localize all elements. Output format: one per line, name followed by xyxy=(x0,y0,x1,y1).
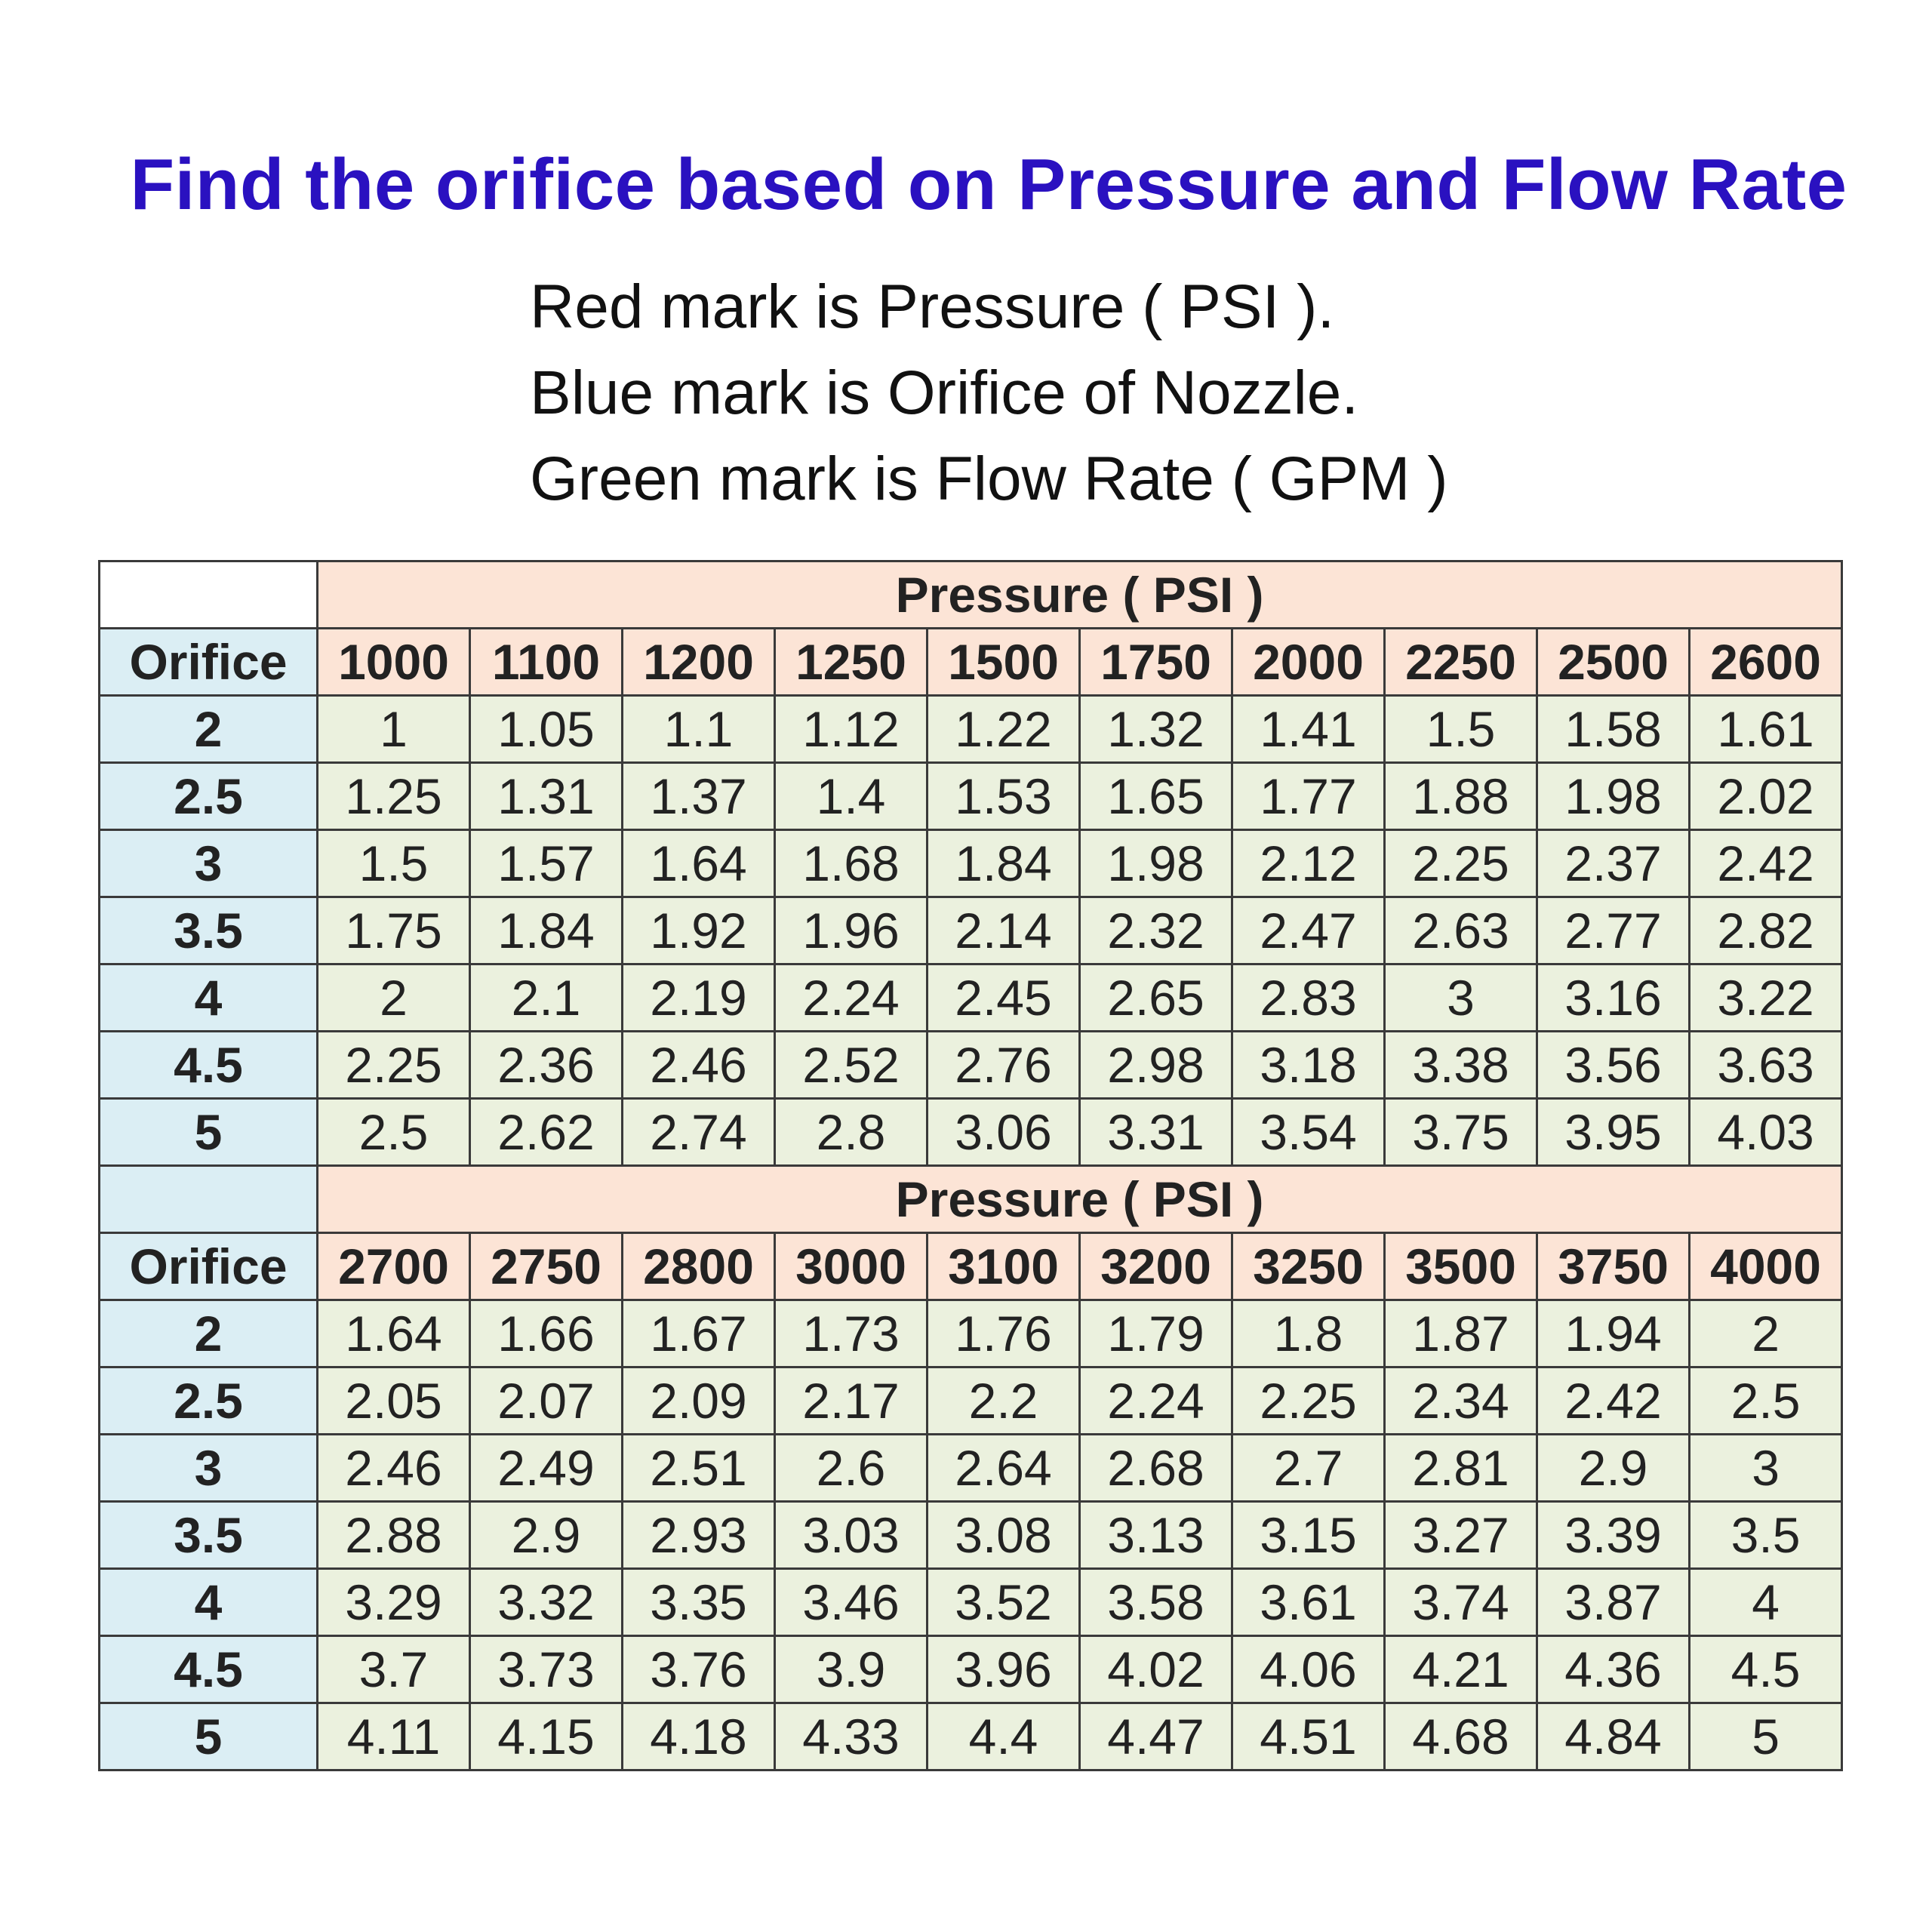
flow-rate-cell: 3.7 xyxy=(318,1636,470,1703)
flow-rate-cell: 2.77 xyxy=(1537,897,1690,964)
flow-rate-cell: 3.29 xyxy=(318,1569,470,1636)
flow-rate-cell: 3.9 xyxy=(775,1636,928,1703)
flow-rate-cell: 3.46 xyxy=(775,1569,928,1636)
flow-rate-cell: 3.27 xyxy=(1385,1502,1537,1569)
orifice-size-cell: 3 xyxy=(100,830,318,897)
flow-rate-cell: 3.35 xyxy=(623,1569,775,1636)
pressure-header-cell: 2700 xyxy=(318,1233,470,1300)
table-row xyxy=(100,1569,1842,1636)
pressure-header-cell: 1500 xyxy=(928,629,1080,696)
flow-rate-cell: 5 xyxy=(1690,1703,1842,1770)
flow-rate-cell: 2.1 xyxy=(470,964,623,1032)
flow-rate-cell: 3.87 xyxy=(1537,1569,1690,1636)
flow-rate-cell: 4.51 xyxy=(1232,1703,1385,1770)
flow-rate-cell: 1.76 xyxy=(928,1300,1080,1367)
note-orifice: Blue mark is Orifice of Nozzle. xyxy=(530,358,1359,427)
flow-rate-cell: 2.51 xyxy=(623,1435,775,1502)
flow-rate-cell: 2.02 xyxy=(1690,763,1842,830)
note-pressure: Red mark is Pressure ( PSI ). xyxy=(530,272,1335,341)
flow-rate-cell: 1.57 xyxy=(470,830,623,897)
flow-rate-cell: 3.56 xyxy=(1537,1032,1690,1099)
flow-rate-cell: 3.18 xyxy=(1232,1032,1385,1099)
flow-rate-cell: 1.58 xyxy=(1537,696,1690,763)
flow-rate-cell: 3.54 xyxy=(1232,1099,1385,1166)
orifice-size-cell: 3.5 xyxy=(100,897,318,964)
orifice-size-cell: 2.5 xyxy=(100,1367,318,1435)
flow-rate-cell: 4.06 xyxy=(1232,1636,1385,1703)
flow-rate-cell: 2.88 xyxy=(318,1502,470,1569)
flow-rate-cell: 1.66 xyxy=(470,1300,623,1367)
flow-rate-cell: 1.98 xyxy=(1537,763,1690,830)
flow-rate-cell: 1.98 xyxy=(1080,830,1232,897)
flow-rate-cell: 1.25 xyxy=(318,763,470,830)
flow-rate-cell: 1.31 xyxy=(470,763,623,830)
pressure-header-row xyxy=(100,629,1842,696)
flow-rate-cell: 4.68 xyxy=(1385,1703,1537,1770)
flow-rate-cell: 3.73 xyxy=(470,1636,623,1703)
flow-rate-cell: 2.19 xyxy=(623,964,775,1032)
orifice-size-cell: 3 xyxy=(100,1435,318,1502)
pressure-header-cell: 2600 xyxy=(1690,629,1842,696)
flow-rate-cell: 2.25 xyxy=(1232,1367,1385,1435)
flow-rate-cell: 2.49 xyxy=(470,1435,623,1502)
orifice-column-header: Orifice xyxy=(100,629,318,696)
flow-rate-cell: 4 xyxy=(1690,1569,1842,1636)
flow-rate-cell: 1.22 xyxy=(928,696,1080,763)
flow-rate-cell: 1.61 xyxy=(1690,696,1842,763)
orifice-size-cell: 4 xyxy=(100,1569,318,1636)
orifice-size-cell: 2 xyxy=(100,696,318,763)
pressure-header-cell: 3100 xyxy=(928,1233,1080,1300)
table-row xyxy=(100,1435,1842,1502)
table-row xyxy=(100,897,1842,964)
flow-rate-cell: 1.4 xyxy=(775,763,928,830)
corner-cell xyxy=(100,1166,318,1233)
pressure-title-row xyxy=(100,561,1842,629)
pressure-header-cell: 1750 xyxy=(1080,629,1232,696)
flow-rate-cell: 3.75 xyxy=(1385,1099,1537,1166)
orifice-size-cell: 5 xyxy=(100,1099,318,1166)
pressure-header-cell: 3000 xyxy=(775,1233,928,1300)
pressure-header-cell: 2800 xyxy=(623,1233,775,1300)
flow-rate-cell: 4.47 xyxy=(1080,1703,1232,1770)
flow-rate-cell: 2.98 xyxy=(1080,1032,1232,1099)
flow-rate-cell: 3 xyxy=(1690,1435,1842,1502)
flow-rate-cell: 2.5 xyxy=(1690,1367,1842,1435)
table-row xyxy=(100,1099,1842,1166)
flow-rate-cell: 3.95 xyxy=(1537,1099,1690,1166)
legend-notes xyxy=(530,264,1448,522)
flow-rate-cell: 1.12 xyxy=(775,696,928,763)
flow-rate-cell: 1 xyxy=(318,696,470,763)
pressure-header-cell: 3200 xyxy=(1080,1233,1232,1300)
flow-rate-cell: 2.07 xyxy=(470,1367,623,1435)
flow-rate-cell: 1.67 xyxy=(623,1300,775,1367)
flow-rate-cell: 2.68 xyxy=(1080,1435,1232,1502)
pressure-header-cell: 1200 xyxy=(623,629,775,696)
pressure-header-cell: 1000 xyxy=(318,629,470,696)
flow-rate-cell: 1.73 xyxy=(775,1300,928,1367)
flow-rate-cell: 2.93 xyxy=(623,1502,775,1569)
flow-rate-cell: 1.1 xyxy=(623,696,775,763)
orifice-size-cell: 3.5 xyxy=(100,1502,318,1569)
flow-rate-cell: 2.14 xyxy=(928,897,1080,964)
flow-rate-cell: 2.6 xyxy=(775,1435,928,1502)
flow-rate-cell: 2.09 xyxy=(623,1367,775,1435)
pressure-header-row xyxy=(100,1233,1842,1300)
flow-rate-cell: 4.11 xyxy=(318,1703,470,1770)
orifice-flow-table xyxy=(98,560,1843,1771)
flow-rate-cell: 1.53 xyxy=(928,763,1080,830)
pressure-header-cell: 2500 xyxy=(1537,629,1690,696)
flow-rate-cell: 2.17 xyxy=(775,1367,928,1435)
table-row xyxy=(100,1502,1842,1569)
flow-rate-cell: 2.81 xyxy=(1385,1435,1537,1502)
flow-rate-cell: 2.52 xyxy=(775,1032,928,1099)
flow-rate-cell: 2.83 xyxy=(1232,964,1385,1032)
flow-rate-cell: 3.5 xyxy=(1690,1502,1842,1569)
flow-rate-cell: 1.88 xyxy=(1385,763,1537,830)
flow-rate-cell: 1.64 xyxy=(623,830,775,897)
flow-rate-cell: 1.96 xyxy=(775,897,928,964)
flow-rate-cell: 2.63 xyxy=(1385,897,1537,964)
flow-rate-cell: 3.32 xyxy=(470,1569,623,1636)
flow-rate-cell: 3.39 xyxy=(1537,1502,1690,1569)
flow-rate-cell: 2.74 xyxy=(623,1099,775,1166)
flow-rate-cell: 2.34 xyxy=(1385,1367,1537,1435)
flow-rate-cell: 2.05 xyxy=(318,1367,470,1435)
orifice-size-cell: 2.5 xyxy=(100,763,318,830)
table-row xyxy=(100,1367,1842,1435)
flow-rate-cell: 1.37 xyxy=(623,763,775,830)
flow-rate-cell: 4.15 xyxy=(470,1703,623,1770)
flow-rate-cell: 2.24 xyxy=(1080,1367,1232,1435)
table-row xyxy=(100,696,1842,763)
flow-rate-cell: 4.84 xyxy=(1537,1703,1690,1770)
flow-rate-cell: 3.06 xyxy=(928,1099,1080,1166)
flow-rate-cell: 2.65 xyxy=(1080,964,1232,1032)
flow-rate-cell: 2.82 xyxy=(1690,897,1842,964)
table-row xyxy=(100,830,1842,897)
flow-rate-cell: 3.76 xyxy=(623,1636,775,1703)
flow-rate-cell: 3.52 xyxy=(928,1569,1080,1636)
flow-rate-cell: 2.36 xyxy=(470,1032,623,1099)
page-title: Find the orifice based on Pressure and Flow Rate xyxy=(130,144,1847,225)
flow-rate-cell: 2.62 xyxy=(470,1099,623,1166)
flow-rate-cell: 3.16 xyxy=(1537,964,1690,1032)
pressure-title: Pressure ( PSI ) xyxy=(318,1166,1842,1233)
flow-rate-cell: 1.87 xyxy=(1385,1300,1537,1367)
corner-cell xyxy=(100,561,318,629)
flow-rate-cell: 2.25 xyxy=(1385,830,1537,897)
flow-rate-cell: 2.45 xyxy=(928,964,1080,1032)
orifice-size-cell: 2 xyxy=(100,1300,318,1367)
flow-rate-cell: 1.79 xyxy=(1080,1300,1232,1367)
flow-rate-cell: 3.31 xyxy=(1080,1099,1232,1166)
flow-rate-cell: 1.8 xyxy=(1232,1300,1385,1367)
pressure-header-cell: 3750 xyxy=(1537,1233,1690,1300)
flow-rate-cell: 1.32 xyxy=(1080,696,1232,763)
flow-rate-cell: 4.4 xyxy=(928,1703,1080,1770)
pressure-title-row xyxy=(100,1166,1842,1233)
flow-rate-cell: 1.92 xyxy=(623,897,775,964)
pressure-header-cell: 2750 xyxy=(470,1233,623,1300)
flow-rate-cell: 4.03 xyxy=(1690,1099,1842,1166)
flow-rate-cell: 2.32 xyxy=(1080,897,1232,964)
flow-rate-cell: 2.46 xyxy=(623,1032,775,1099)
table-row xyxy=(100,1703,1842,1770)
flow-rate-cell: 3 xyxy=(1385,964,1537,1032)
flow-rate-cell: 2 xyxy=(1690,1300,1842,1367)
flow-rate-cell: 1.05 xyxy=(470,696,623,763)
flow-rate-cell: 1.84 xyxy=(470,897,623,964)
flow-rate-cell: 2.64 xyxy=(928,1435,1080,1502)
pressure-header-cell: 2000 xyxy=(1232,629,1385,696)
pressure-title: Pressure ( PSI ) xyxy=(318,561,1842,629)
orifice-column-header: Orifice xyxy=(100,1233,318,1300)
flow-rate-cell: 2.5 xyxy=(318,1099,470,1166)
flow-rate-cell: 3.96 xyxy=(928,1636,1080,1703)
flow-rate-cell: 3.03 xyxy=(775,1502,928,1569)
flow-rate-cell: 4.36 xyxy=(1537,1636,1690,1703)
orifice-size-cell: 4.5 xyxy=(100,1636,318,1703)
pressure-header-cell: 1100 xyxy=(470,629,623,696)
flow-rate-cell: 2.25 xyxy=(318,1032,470,1099)
note-flow-rate: Green mark is Flow Rate ( GPM ) xyxy=(530,445,1448,513)
flow-rate-cell: 2.7 xyxy=(1232,1435,1385,1502)
flow-rate-cell: 1.94 xyxy=(1537,1300,1690,1367)
table-row xyxy=(100,1300,1842,1367)
flow-rate-cell: 3.13 xyxy=(1080,1502,1232,1569)
flow-rate-cell: 3.63 xyxy=(1690,1032,1842,1099)
flow-rate-cell: 4.5 xyxy=(1690,1636,1842,1703)
table-row xyxy=(100,763,1842,830)
pressure-header-cell: 3250 xyxy=(1232,1233,1385,1300)
pressure-header-cell: 3500 xyxy=(1385,1233,1537,1300)
flow-rate-cell: 3.22 xyxy=(1690,964,1842,1032)
pressure-header-cell: 4000 xyxy=(1690,1233,1842,1300)
flow-rate-cell: 2.42 xyxy=(1537,1367,1690,1435)
flow-rate-cell: 2.9 xyxy=(1537,1435,1690,1502)
flow-rate-cell: 4.21 xyxy=(1385,1636,1537,1703)
flow-rate-cell: 1.75 xyxy=(318,897,470,964)
orifice-size-cell: 4.5 xyxy=(100,1032,318,1099)
table-row xyxy=(100,1636,1842,1703)
pressure-header-cell: 1250 xyxy=(775,629,928,696)
flow-rate-cell: 2.42 xyxy=(1690,830,1842,897)
flow-rate-cell: 2.9 xyxy=(470,1502,623,1569)
flow-rate-cell: 2.47 xyxy=(1232,897,1385,964)
flow-rate-cell: 2.2 xyxy=(928,1367,1080,1435)
flow-rate-cell: 1.77 xyxy=(1232,763,1385,830)
flow-rate-cell: 1.68 xyxy=(775,830,928,897)
flow-rate-cell: 2.8 xyxy=(775,1099,928,1166)
table-row xyxy=(100,964,1842,1032)
flow-rate-cell: 2.12 xyxy=(1232,830,1385,897)
flow-rate-cell: 2.46 xyxy=(318,1435,470,1502)
flow-rate-cell: 2 xyxy=(318,964,470,1032)
flow-rate-cell: 3.58 xyxy=(1080,1569,1232,1636)
flow-rate-cell: 4.18 xyxy=(623,1703,775,1770)
flow-rate-cell: 1.64 xyxy=(318,1300,470,1367)
flow-rate-cell: 1.5 xyxy=(1385,696,1537,763)
flow-rate-cell: 3.61 xyxy=(1232,1569,1385,1636)
flow-rate-cell: 1.5 xyxy=(318,830,470,897)
flow-rate-cell: 2.76 xyxy=(928,1032,1080,1099)
flow-rate-cell: 3.38 xyxy=(1385,1032,1537,1099)
table-row xyxy=(100,1032,1842,1099)
flow-rate-cell: 3.08 xyxy=(928,1502,1080,1569)
pressure-header-cell: 2250 xyxy=(1385,629,1537,696)
flow-rate-cell: 4.33 xyxy=(775,1703,928,1770)
flow-rate-cell: 2.24 xyxy=(775,964,928,1032)
flow-rate-cell: 1.65 xyxy=(1080,763,1232,830)
flow-rate-cell: 3.74 xyxy=(1385,1569,1537,1636)
flow-rate-cell: 4.02 xyxy=(1080,1636,1232,1703)
orifice-size-cell: 5 xyxy=(100,1703,318,1770)
flow-rate-cell: 3.15 xyxy=(1232,1502,1385,1569)
flow-rate-cell: 1.84 xyxy=(928,830,1080,897)
flow-rate-cell: 1.41 xyxy=(1232,696,1385,763)
orifice-size-cell: 4 xyxy=(100,964,318,1032)
flow-rate-cell: 2.37 xyxy=(1537,830,1690,897)
